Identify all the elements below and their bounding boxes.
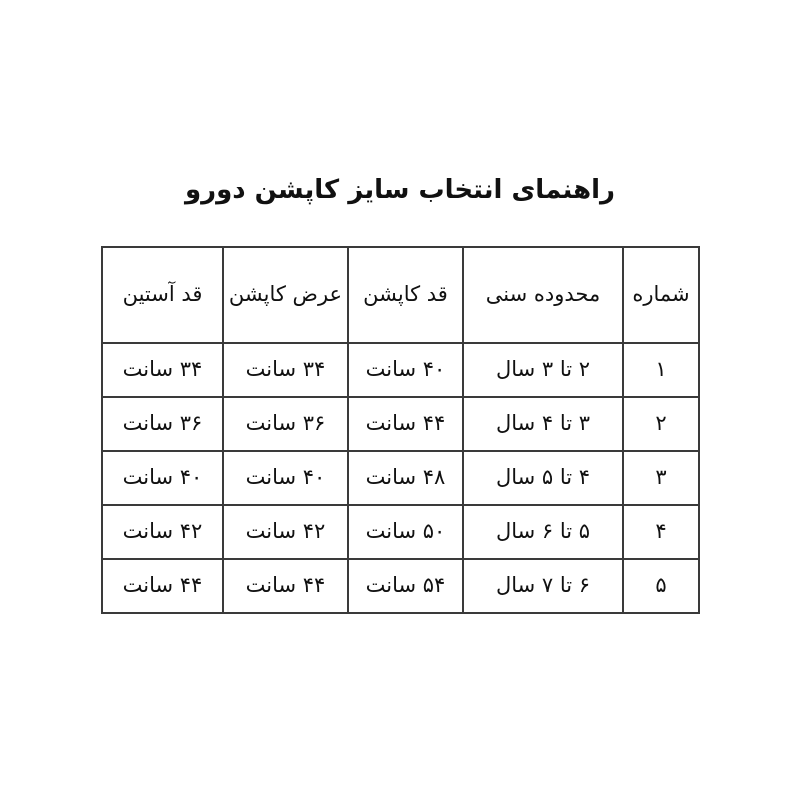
table-row <box>102 559 699 613</box>
cell-number: ۵ <box>623 559 699 613</box>
cell-jacket-length: ۴۸ سانت <box>348 451 463 505</box>
size-guide-table <box>101 246 700 614</box>
cell-jacket-width: ۳۴ سانت <box>223 343 348 397</box>
header-number: شماره <box>623 247 699 343</box>
header-jacket-length: قد کاپشن <box>348 247 463 343</box>
cell-jacket-length: ۴۴ سانت <box>348 397 463 451</box>
table-row <box>102 451 699 505</box>
header-age-range: محدوده سنی <box>463 247 623 343</box>
page-title: راهنمای انتخاب سایز کاپشن دورو <box>184 175 616 205</box>
cell-number: ۲ <box>623 397 699 451</box>
cell-sleeve-length: ۴۰ سانت <box>102 451 223 505</box>
header-jacket-width: عرض کاپشن <box>223 247 348 343</box>
cell-age-range: ۵ تا ۶ سال <box>463 505 623 559</box>
table-header-row <box>102 247 699 343</box>
cell-number: ۴ <box>623 505 699 559</box>
cell-age-range: ۳ تا ۴ سال <box>463 397 623 451</box>
cell-jacket-length: ۵۴ سانت <box>348 559 463 613</box>
cell-jacket-width: ۴۲ سانت <box>223 505 348 559</box>
cell-age-range: ۲ تا ۳ سال <box>463 343 623 397</box>
cell-jacket-length: ۴۰ سانت <box>348 343 463 397</box>
header-sleeve-length: قد آستین <box>102 247 223 343</box>
cell-number: ۱ <box>623 343 699 397</box>
cell-age-range: ۴ تا ۵ سال <box>463 451 623 505</box>
cell-sleeve-length: ۴۴ سانت <box>102 559 223 613</box>
cell-sleeve-length: ۴۲ سانت <box>102 505 223 559</box>
cell-age-range: ۶ تا ۷ سال <box>463 559 623 613</box>
cell-number: ۳ <box>623 451 699 505</box>
table-row <box>102 343 699 397</box>
cell-jacket-width: ۳۶ سانت <box>223 397 348 451</box>
table-row <box>102 505 699 559</box>
cell-jacket-length: ۵۰ سانت <box>348 505 463 559</box>
table-row <box>102 397 699 451</box>
cell-jacket-width: ۴۴ سانت <box>223 559 348 613</box>
cell-sleeve-length: ۳۴ سانت <box>102 343 223 397</box>
cell-jacket-width: ۴۰ سانت <box>223 451 348 505</box>
cell-sleeve-length: ۳۶ سانت <box>102 397 223 451</box>
